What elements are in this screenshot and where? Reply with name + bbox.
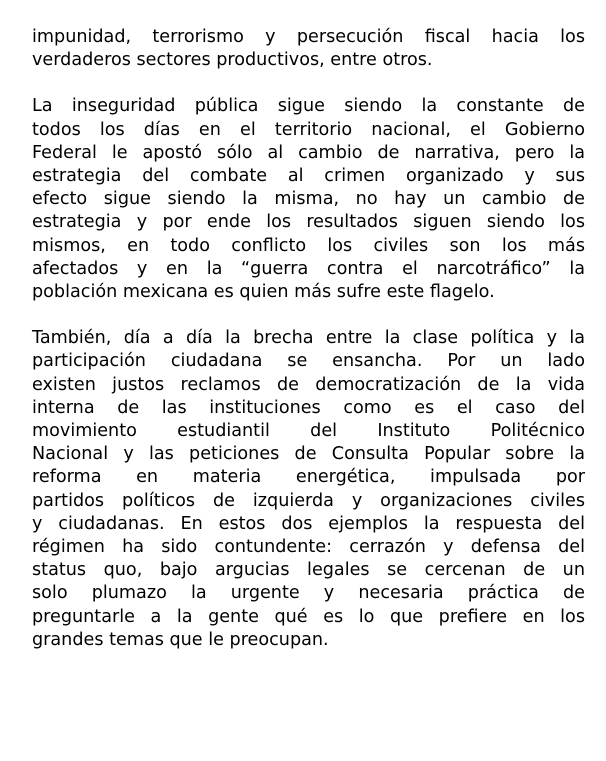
- text-line: También, día a día la brecha entre la clase política y la: [32, 328, 585, 349]
- text-line: Federal le apostó sólo al cambio de narrativa, pero la: [32, 142, 585, 163]
- text-line: interna de las instituciones como es el caso del: [32, 397, 585, 418]
- paragraph-2: [32, 95, 585, 304]
- text-line: movimiento estudiantil del Instituto Politécnico: [32, 421, 585, 442]
- text-line: efecto sigue siendo la misma, no hay un cambio de: [32, 189, 585, 210]
- text-line: reforma en materia energética, impulsada por: [32, 467, 585, 488]
- text-line: régimen ha sido contundente: cerrazón y defensa del: [32, 537, 585, 558]
- text-line: y ciudadanas. En estos dos ejemplos la respuesta del: [32, 513, 585, 534]
- paragraph-1: [32, 26, 585, 72]
- text-line: existen justos reclamos de democratización de la vida: [32, 374, 585, 395]
- text-line: afectados y en la “guerra contra el narcotráfico” la: [32, 258, 585, 279]
- text-line: participación ciudadana se ensancha. Por un lado: [32, 351, 585, 372]
- text-line: mismos, en todo conflicto los civiles son los más: [32, 235, 585, 256]
- text-line: grandes temas que le preocupan.: [32, 629, 329, 650]
- text-line: todos los días en el territorio nacional, el Gobierno: [32, 119, 585, 140]
- text-line: solo plumazo la urgente y necesaria práctica de: [32, 583, 585, 604]
- text-line: estrategia del combate al crimen organizado y sus: [32, 166, 585, 187]
- text-line: Nacional y las peticiones de Consulta Popular sobre la: [32, 444, 585, 465]
- text-line: población mexicana es quien más sufre este flagelo.: [32, 282, 495, 303]
- text-line: preguntarle a la gente qué es lo que prefiere en los: [32, 606, 585, 627]
- paragraph-3: [32, 327, 585, 652]
- text-line: La inseguridad pública sigue siendo la constante de: [32, 96, 585, 117]
- text-line: impunidad, terrorismo y persecución fiscal hacia los: [32, 27, 585, 47]
- text-line: verdaderos sectores productivos, entre otros.: [32, 50, 433, 71]
- text-line: partidos políticos de izquierda y organizaciones civiles: [32, 490, 585, 511]
- text-line: status quo, bajo argucias legales se cercenan de un: [32, 560, 585, 581]
- document-page: [32, 26, 585, 675]
- text-line: estrategia y por ende los resultados siguen siendo los: [32, 212, 585, 233]
